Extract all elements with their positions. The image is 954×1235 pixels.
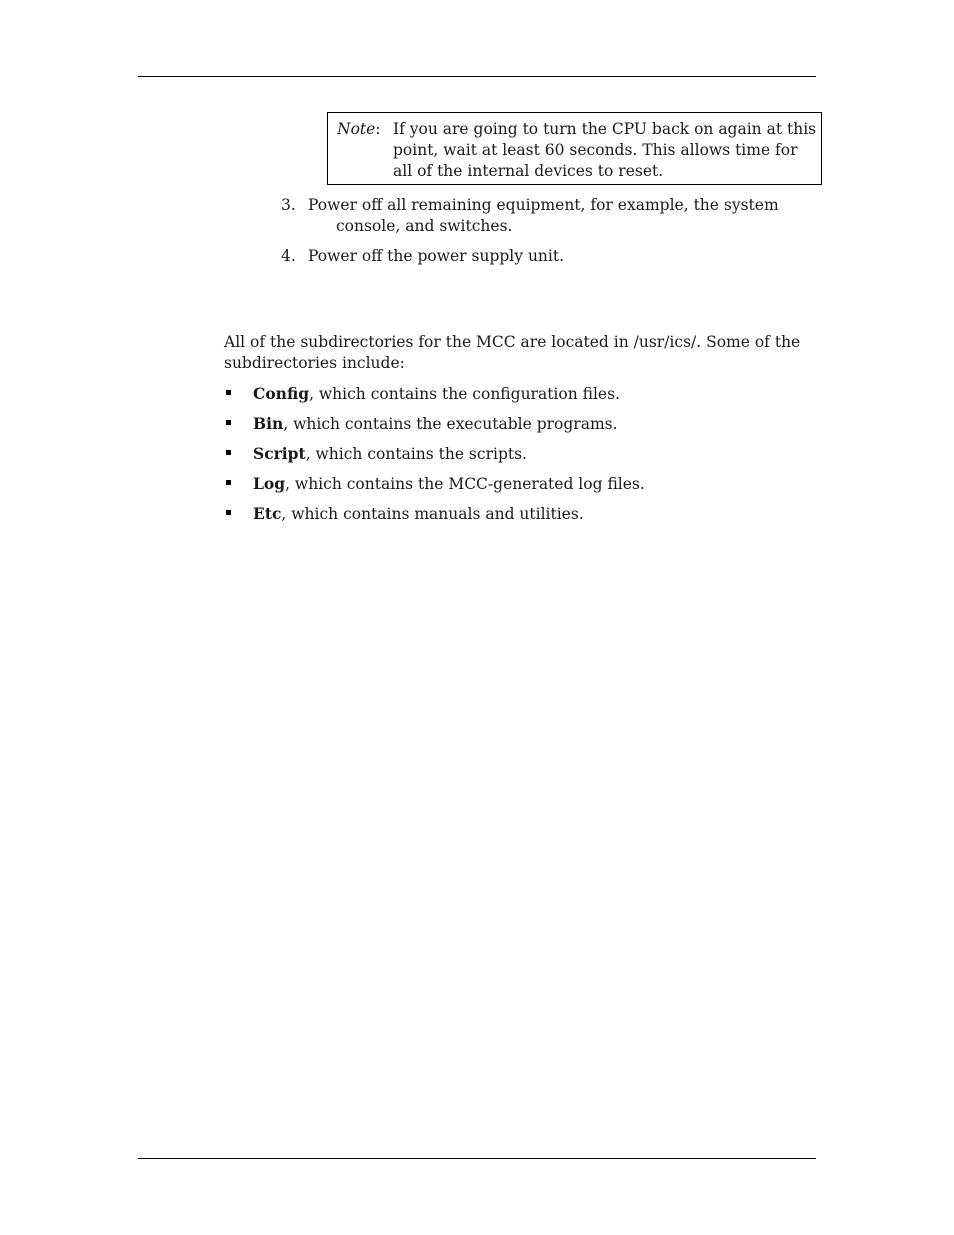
subdirectory-name: Config [253,384,310,403]
step-text-line1: Power off the power supply unit. [308,247,565,265]
header-rule [138,76,816,77]
subdirectory-name: Log [253,474,286,493]
subdirectory-name: Bin [253,414,284,433]
step-item-3 [281,195,801,237]
list-item [224,473,645,503]
subdirectory-list [224,383,645,533]
intro-line1: All of the subdirectories for the MCC are located in /usr/ics/. Some of the [224,333,801,351]
list-item [224,413,645,443]
bullet-square-icon [226,510,231,515]
intro-paragraph [224,332,824,374]
step-number: 3. [281,196,296,214]
subdirectory-name: Script [253,444,306,463]
list-item [224,443,645,473]
subdirectory-description: , which contains the executable programs. [283,415,618,433]
step-text-line1: Power off all remaining equipment, for example, the system [308,196,779,214]
step-item-4 [281,246,801,267]
list-item [224,503,645,533]
note-label-text: Note [337,120,376,138]
intro-line2: subdirectories include: [224,354,405,372]
note-label [337,119,381,140]
step-number: 4. [281,247,296,265]
bullet-square-icon [226,450,231,455]
note-box [327,112,822,185]
subdirectory-description: , which contains manuals and utilities. [281,505,584,523]
bullet-square-icon [226,480,231,485]
step-text-line2: console, and switches. [336,217,513,235]
footer-rule [138,1158,816,1159]
subdirectory-name: Etc [253,504,282,523]
list-item [224,383,645,413]
subdirectory-description: , which contains the MCC-generated log files. [285,475,645,493]
note-label-colon: : [375,120,381,138]
subdirectory-description: , which contains the scripts. [305,445,527,463]
note-text: If you are going to turn the CPU back on again at this point, wait at least 60 seconds. This allows time for all of the internal devices to reset. [393,120,817,180]
bullet-square-icon [226,420,231,425]
subdirectory-description: , which contains the configuration files. [309,385,620,403]
bullet-square-icon [226,390,231,395]
